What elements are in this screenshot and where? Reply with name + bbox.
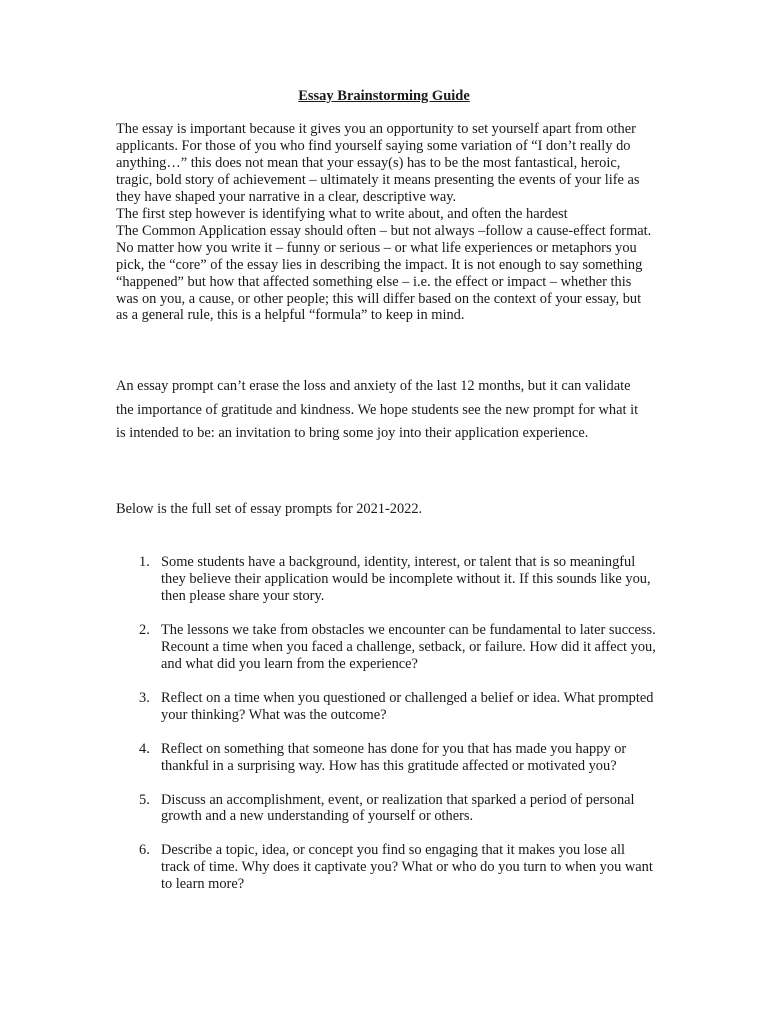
list-item-number: 1. — [139, 554, 150, 570]
list-item — [116, 842, 656, 893]
list-item — [116, 690, 656, 724]
list-item-number: 4. — [139, 740, 150, 757]
list-item-text: Some students have a background, identity, interest, or talent that is so meaningful they believe their application would be incomplete without it. If this sounds like you, then please share your story. — [161, 554, 651, 604]
list-item — [116, 792, 656, 826]
intro-section — [116, 121, 656, 324]
list-item — [116, 622, 656, 673]
list-item-text: The lessons we take from obstacles we encounter can be fundamental to later success. Recount a time when you faced a challenge, setback, or failure. How did it affect you, and what did you learn from the experience? — [161, 621, 656, 672]
intro-paragraph-3: The Common Application essay should often – but not always –follow a cause-effect format. — [116, 222, 652, 239]
list-item-number: 6. — [139, 842, 150, 859]
list-item-text: Discuss an accomplishment, event, or realization that sparked a period of personal growth and a new understanding of yourself or others. — [161, 791, 635, 825]
intro-paragraph-4: No matter how you write it – funny or serious – or what life experiences or metaphors you pick, the “core” of the essay lies in describing the impact. It is not enough to say something “happened” but how that affected something else – i.e. the effect or impact – whether this was on you, a cause, or other people; this will differ based on the context of your essay, but as a general rule, this is a helpful “formula” to keep in mind. — [116, 239, 643, 324]
gratitude-paragraph: An essay prompt can’t erase the loss and anxiety of the last 12 months, but it can validate the importance of gratitude and kindness. We hope students see the new prompt for what it is intended to be: an invitation to bring some joy into their application experience. — [116, 378, 639, 441]
prompts-intro-paragraph: Below is the full set of essay prompts for 2021-2022. — [116, 501, 423, 517]
list-item — [116, 554, 656, 605]
list-item-text: Reflect on a time when you questioned or challenged a belief or idea. What prompted your thinking? What was the outcome? — [161, 689, 654, 723]
list-item — [116, 741, 656, 775]
list-item-number: 5. — [139, 791, 150, 808]
list-item-number: 3. — [139, 689, 150, 706]
list-item-text: Describe a topic, idea, or concept you find so engaging that it makes you lose all track of time. Why does it captivate you? What or who do you turn to when you want to learn more? — [161, 842, 653, 893]
essay-prompts-list — [116, 554, 656, 910]
list-item-text: Reflect on something that someone has done for you that has made you happy or thankful in a surprising way. How has this gratitude affected or motivated you? — [161, 740, 627, 774]
list-item-number: 2. — [139, 621, 150, 638]
document-title: Essay Brainstorming Guide — [298, 88, 470, 104]
intro-paragraph-2: The first step however is identifying what to write about, and often the hardest — [116, 205, 568, 222]
intro-paragraph-1: The essay is important because it gives you an opportunity to set yourself apart from other applicants. For those of you who find yourself saying some variation of “I don’t really do anything…” this does not mean that your essay(s) has to be the most fantastical, heroic, tragic, bold story of achievement – ultimately it means presenting the events of your life as they have shaped your narrative in a clear, descriptive way. — [116, 121, 640, 205]
